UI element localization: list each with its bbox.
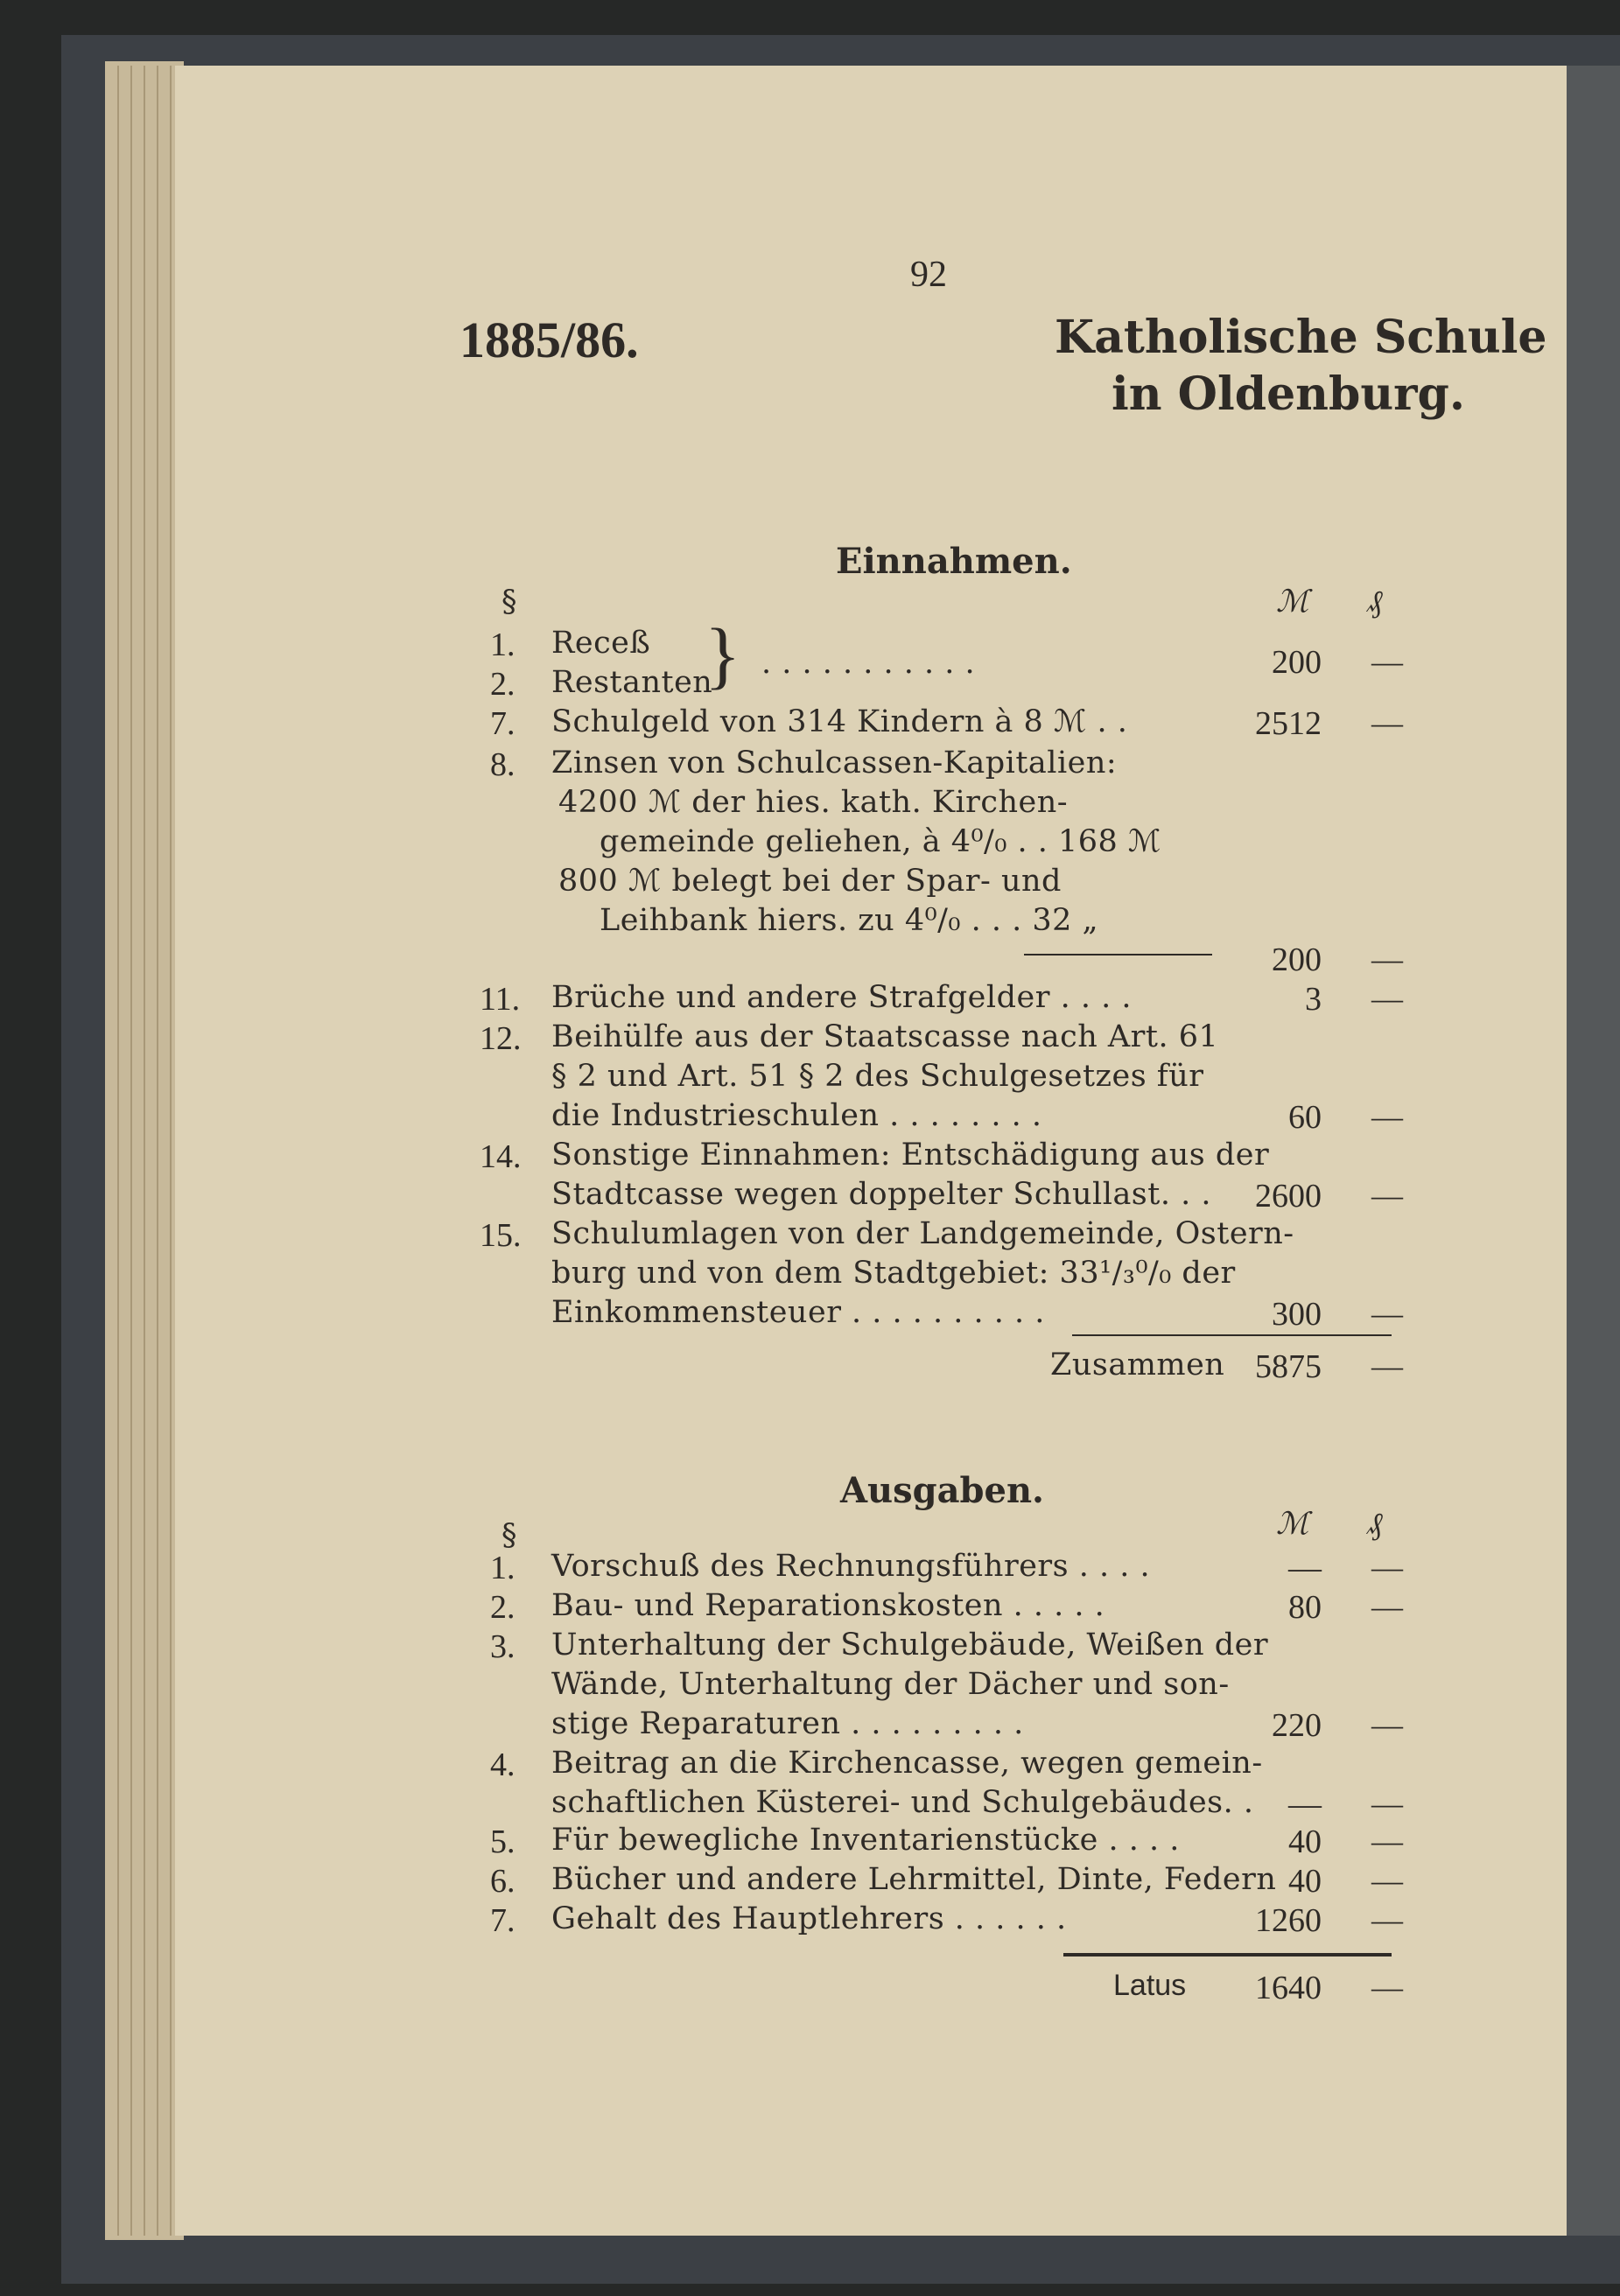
income-row-text: Sonstige Einnahmen: Entschädigung aus der (551, 1138, 1270, 1172)
expenses-row-number: 1. (490, 1550, 515, 1586)
expenses-row-number: 3. (490, 1628, 515, 1665)
expenses-row-text: Bücher und andere Lehrmittel, Dinte, Federn (551, 1862, 1277, 1897)
income-row-pf: — (1371, 942, 1403, 976)
expenses-row-text: Für bewegliche Inventarienstücke . . . . (551, 1823, 1180, 1858)
income-row-number: 2. (490, 666, 515, 703)
income-section-header: § (501, 584, 517, 620)
income-row-text: § 2 und Art. 51 § 2 des Schulgesetzes für (551, 1059, 1204, 1094)
expenses-row-pf: — (1371, 1589, 1403, 1624)
page-number: 92 (910, 255, 947, 295)
expenses-row-number: 7. (490, 1902, 515, 1939)
income-row-text: Schulumlagen von der Landgemeinde, Ostern- (551, 1216, 1294, 1251)
expenses-row-amount: 40 (1288, 1863, 1322, 1900)
brace: } (705, 612, 741, 696)
income-row-text: 800 ℳ belegt bei der Spar- und (558, 864, 1062, 899)
school-title: Katholische Schule (1055, 311, 1547, 364)
income-row-pf: — (1371, 1296, 1403, 1331)
income-row-amount: 200 (1272, 644, 1322, 681)
income-row-text: Stadtcasse wegen doppelter Schullast. . . (551, 1177, 1211, 1212)
expenses-section-header: § (501, 1518, 517, 1553)
income-row-text: Leihbank hiers. zu 4⁰/₀ . . . 32 „ (600, 903, 1099, 938)
expenses-total-pf: — (1371, 1970, 1403, 2005)
expenses-row-text: Wände, Unterhaltung der Dächer und son- (551, 1667, 1230, 1702)
expenses-row-text: Gehalt des Hauptlehrers . . . . . . (551, 1901, 1067, 1936)
expenses-row-text: Vorschuß des Rechnungsführers . . . . (551, 1549, 1151, 1584)
income-pf-header: ₰ (1367, 584, 1383, 620)
year-heading: 1885/86. (459, 312, 639, 368)
expenses-row-amount: — (1288, 1786, 1322, 1823)
expenses-row-amount: 1260 (1255, 1902, 1322, 1939)
income-row-pf: — (1371, 1099, 1403, 1134)
expenses-row-number: 4. (490, 1746, 515, 1783)
income-row-number: 8. (490, 746, 515, 783)
expenses-row-pf: — (1371, 1707, 1403, 1742)
expenses-row-text: Unterhaltung der Schulgebäude, Weißen der (551, 1628, 1269, 1662)
income-row-text: Restanten (551, 665, 713, 700)
income-total-label: Zusammen (1050, 1348, 1225, 1382)
expenses-mark-header: ℳ (1276, 1507, 1309, 1542)
expenses-row-text: stige Reparaturen . . . . . . . . . (551, 1706, 1024, 1741)
income-total-pf: — (1371, 1348, 1403, 1383)
income-row-amount: 2600 (1255, 1178, 1322, 1214)
income-total-amount: 5875 (1255, 1348, 1322, 1385)
expenses-row-text: schaftlichen Küsterei- und Schulgebäudes. . (551, 1785, 1254, 1820)
income-row-number: 14. (480, 1138, 522, 1175)
income-row-pf: — (1371, 981, 1403, 1016)
expenses-row-amount: — (1288, 1550, 1322, 1586)
income-heading: Einnahmen. (836, 541, 1072, 582)
expenses-row-pf: — (1371, 1824, 1403, 1858)
expenses-row-pf: — (1371, 1550, 1403, 1585)
expenses-heading: Ausgaben. (840, 1470, 1044, 1511)
income-row-amount: 2512 (1255, 705, 1322, 742)
expenses-pf-header: ₰ (1367, 1507, 1383, 1542)
income-row-number: 7. (490, 705, 515, 742)
income-row-pf: — (1371, 644, 1403, 679)
expenses-total-amount: 1640 (1255, 1970, 1322, 2006)
income-row-text: 4200 ℳ der hies. kath. Kirchen- (558, 785, 1069, 820)
income-row-text: Receß (551, 626, 651, 661)
income-row-amount: 60 (1288, 1099, 1322, 1136)
expenses-row-pf: — (1371, 1863, 1403, 1898)
income-row-text: Schulgeld von 314 Kindern à 8 ℳ . . (551, 704, 1128, 739)
expenses-row-text: Bau- und Reparationskosten . . . . . (551, 1588, 1105, 1623)
income-row-number: 15. (480, 1217, 522, 1254)
expenses-row-amount: 80 (1288, 1589, 1322, 1626)
expenses-row-pf: — (1371, 1902, 1403, 1937)
income-row-amount: 200 (1272, 942, 1322, 978)
income-row-text: Brüche und andere Strafgelder . . . . (551, 980, 1132, 1015)
expenses-row-number: 6. (490, 1863, 515, 1900)
income-row-text: Zinsen von Schulcassen-Kapitalien: (551, 746, 1118, 780)
income-row-amount: 300 (1272, 1296, 1322, 1333)
expenses-row-number: 5. (490, 1824, 515, 1860)
income-mark-header: ℳ (1276, 584, 1309, 620)
income-row-text: gemeinde geliehen, à 4⁰/₀ . . 168 ℳ (600, 824, 1161, 859)
expenses-total-rule (1063, 1953, 1392, 1956)
income-row-pf: — (1371, 705, 1403, 740)
income-row-number: 11. (480, 981, 521, 1018)
expenses-row-pf: — (1371, 1786, 1403, 1821)
expenses-total-label: Latus (1113, 1969, 1187, 2002)
income-total-rule (1072, 1334, 1392, 1336)
income-row-amount: 3 (1305, 981, 1322, 1018)
income-row-number: 12. (480, 1020, 522, 1057)
income-row-number: 1. (490, 626, 515, 663)
expenses-row-number: 2. (490, 1589, 515, 1626)
income-row-pf: — (1371, 1178, 1403, 1213)
income-row-text: die Industrieschulen . . . . . . . . (551, 1098, 1042, 1133)
expenses-row-text: Beitrag an die Kirchencasse, wegen gemein- (551, 1746, 1263, 1781)
income-row-dots: . . . . . . . . . . . (761, 646, 976, 681)
school-location: in Oldenburg. (1112, 368, 1465, 421)
income-row-text: Einkommensteuer . . . . . . . . . . (551, 1295, 1045, 1330)
expenses-row-amount: 220 (1272, 1707, 1322, 1744)
expenses-row-amount: 40 (1288, 1824, 1322, 1860)
income-row-text: burg und von dem Stadtgebiet: 33¹/₃⁰/₀ der (551, 1256, 1236, 1291)
income-row-text: Beihülfe aus der Staatscasse nach Art. 61 (551, 1019, 1219, 1054)
